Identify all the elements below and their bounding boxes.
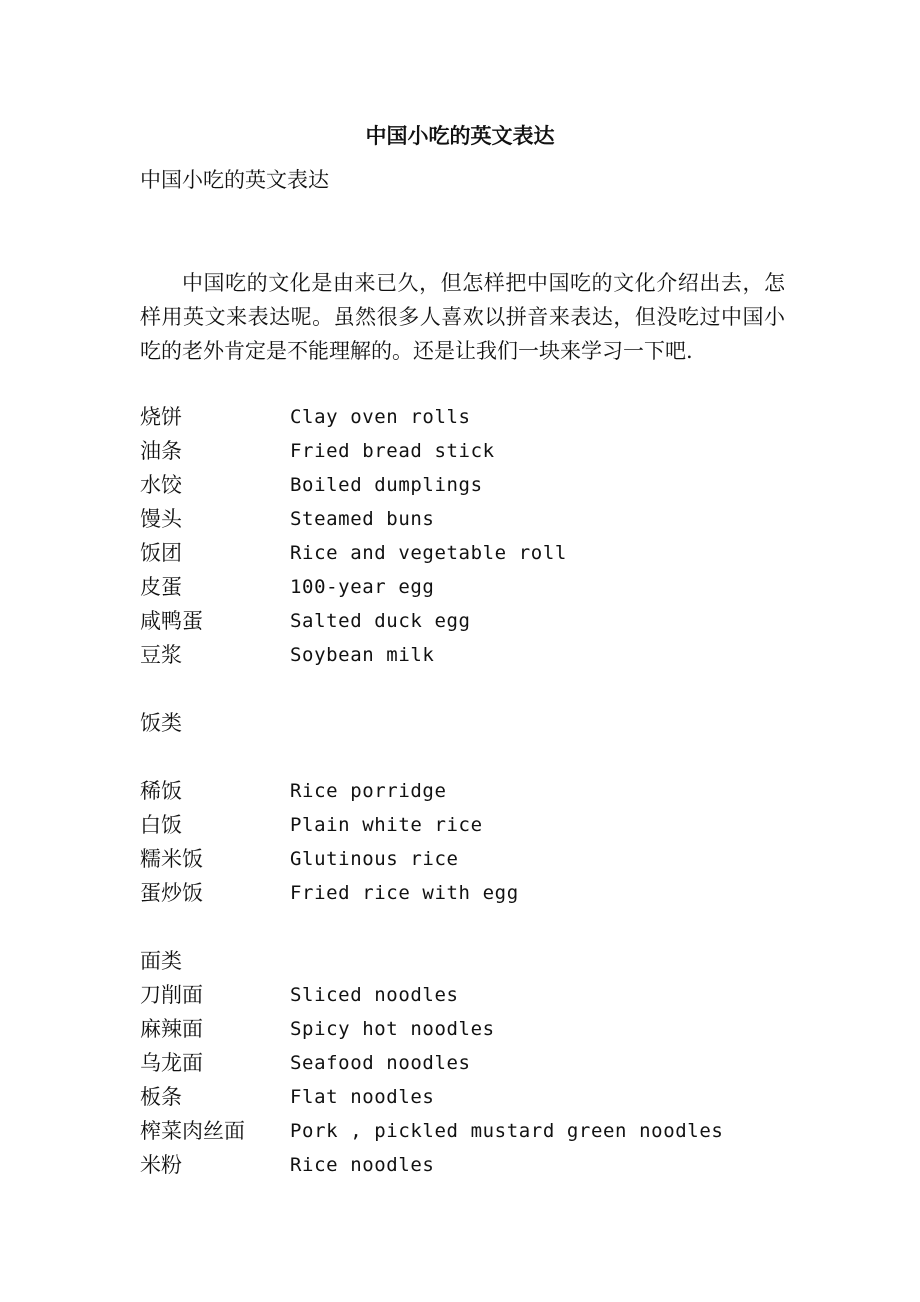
chinese-term: 板条 [140, 1085, 182, 1109]
chinese-term: 饭团 [140, 541, 182, 565]
chinese-term: 米粉 [140, 1153, 182, 1177]
english-term: 100-year egg [290, 576, 435, 598]
english-term: Plain white rice [290, 814, 483, 836]
chinese-term: 稀饭 [140, 779, 182, 803]
english-term: Fried bread stick [290, 440, 495, 462]
noodle-section-heading: 面类 [140, 949, 182, 973]
english-term: Salted duck egg [290, 610, 471, 632]
chinese-term: 烧饼 [140, 405, 182, 429]
document-title: 中国小吃的英文表达 [365, 123, 555, 148]
chinese-term: 蛋炒饭 [140, 881, 203, 905]
english-term: Rice and vegetable roll [290, 542, 567, 564]
english-term: Clay oven rolls [290, 406, 471, 428]
chinese-term: 乌龙面 [140, 1051, 203, 1075]
english-term: Rice porridge [290, 780, 447, 802]
chinese-term: 豆浆 [140, 643, 182, 667]
chinese-term: 刀削面 [140, 983, 203, 1007]
document-subtitle: 中国小吃的英文表达 [140, 168, 329, 192]
english-term: Spicy hot noodles [290, 1018, 495, 1040]
english-term: Seafood noodles [290, 1052, 471, 1074]
english-term: Glutinous rice [290, 848, 459, 870]
english-term: Flat noodles [290, 1086, 435, 1108]
intro-paragraph: 中国吃的文化是由来已久，但怎样把中国吃的文化介绍出去，怎样用英文来表达呢。虽然很多人喜欢以拼音来表达，但没吃过中国小吃的老外肯定是不能理解的。还是让我们一块来学习一下吧. [140, 271, 785, 363]
chinese-term: 馒头 [140, 507, 182, 531]
chinese-term: 白饭 [140, 813, 182, 837]
english-term: Pork , pickled mustard green noodles [290, 1120, 724, 1142]
chinese-term: 水饺 [140, 473, 182, 497]
chinese-term: 麻辣面 [140, 1017, 203, 1041]
english-term: Rice noodles [290, 1154, 435, 1176]
chinese-term: 咸鸭蛋 [140, 609, 203, 633]
chinese-term: 皮蛋 [140, 575, 182, 599]
chinese-term: 榨菜肉丝面 [140, 1119, 245, 1143]
english-term: Sliced noodles [290, 984, 459, 1006]
chinese-term: 油条 [140, 439, 182, 463]
chinese-term: 糯米饭 [140, 847, 203, 871]
english-term: Fried rice with egg [290, 882, 519, 904]
english-term: Boiled dumplings [290, 474, 483, 496]
rice-section-heading: 饭类 [140, 711, 182, 735]
english-term: Steamed buns [290, 508, 435, 530]
english-term: Soybean milk [290, 644, 435, 666]
